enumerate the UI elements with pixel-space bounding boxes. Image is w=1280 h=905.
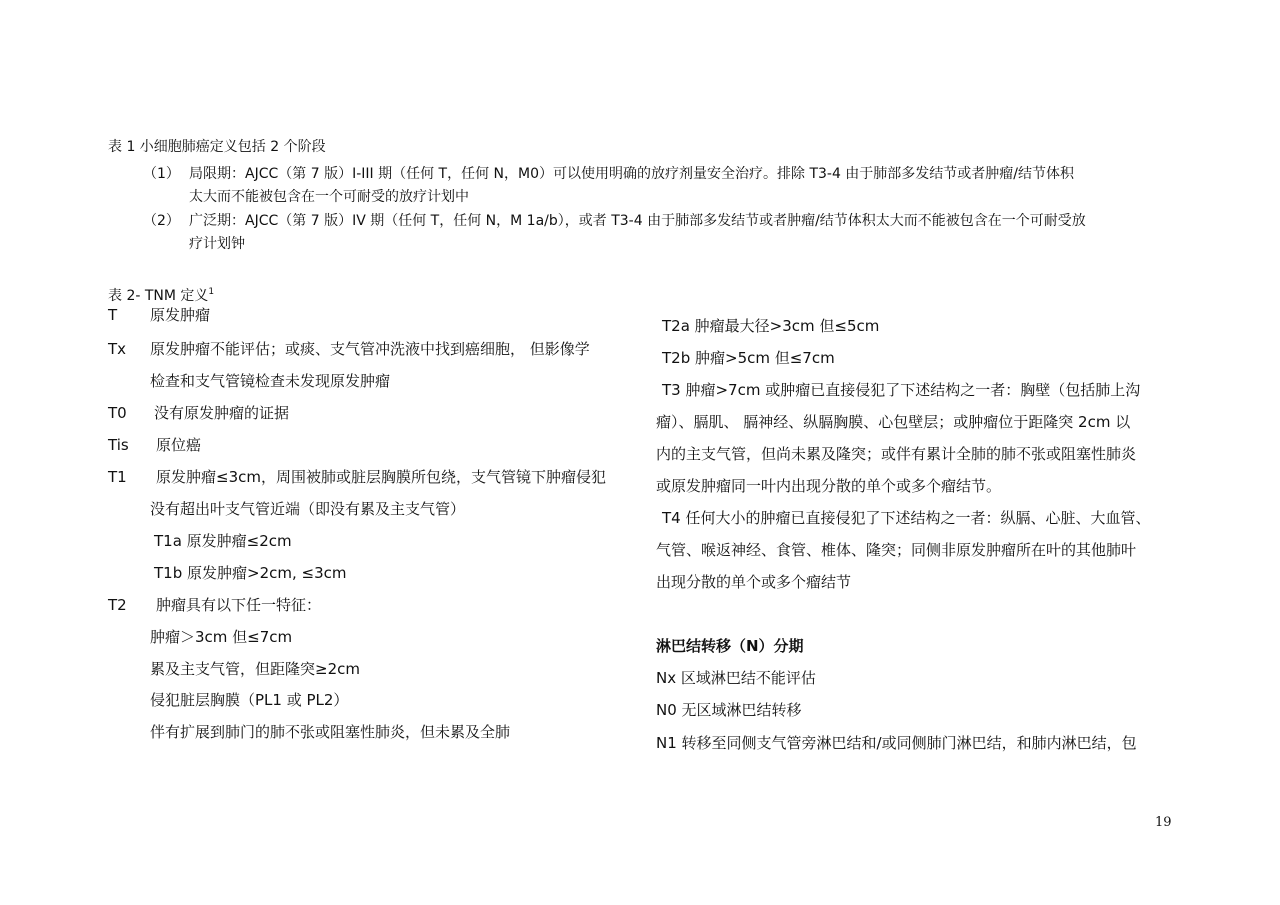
t1-line2: 没有超出叶支气管近端（即没有累及主支气管）: [150, 500, 466, 518]
tis-row: [108, 436, 201, 454]
t3-line4: 或原发肿瘤同一叶内出现分散的单个或多个瘤结节。: [656, 477, 1002, 495]
t2b-row: T2b 肿瘤>5cm 但≤7cm: [662, 349, 835, 367]
t2a-row: T2a 肿瘤最大径>3cm 但≤5cm: [662, 317, 880, 335]
t4-line1: T4 任何大小的肿瘤已直接侵犯了下述结构之一者：纵膈、心脏、大血管、: [662, 509, 1151, 527]
nx-row: Nx 区域淋巴结不能评估: [656, 669, 816, 687]
t2-row: [108, 596, 321, 614]
t0-key: T0: [108, 404, 127, 422]
table1-item2-num: （2）: [143, 213, 180, 229]
tx-line1: 原发肿瘤不能评估；或痰、支气管冲洗液中找到癌细胞， 但影像学: [150, 340, 590, 358]
t-text: 原发肿瘤: [150, 306, 211, 324]
table1-title: 表 1 小细胞肺癌定义包括 2 个阶段: [108, 139, 326, 155]
t1-row: [108, 468, 606, 486]
table1-item2-line1: 广泛期：AJCC（第 7 版）IV 期（任何 T，任何 N，M 1a/b），或者 T3-4 由于肺部多发结节或者肿瘤/结节体积太大而不能被包含在一个可耐受放: [189, 213, 1086, 229]
t4-line2: 气管、喉返神经、食管、椎体、隆突；同侧非原发肿瘤所在叶的其他肺叶: [656, 541, 1137, 559]
t0-text: 没有原发肿瘤的证据: [154, 404, 290, 422]
n-staging-heading: 淋巴结转移（N）分期: [656, 637, 804, 655]
t2-feature-4: 伴有扩展到肺门的肺不张或阻塞性肺炎，但未累及全肺: [150, 723, 511, 741]
table2-title-text: 表 2- TNM 定义: [108, 288, 209, 304]
tx-key: Tx: [108, 340, 127, 358]
t2-key: T2: [108, 596, 127, 614]
table1-item1-line2: 太大而不能被包含在一个可耐受的放疗计划中: [189, 189, 469, 205]
n0-row: N0 无区域淋巴结转移: [656, 701, 802, 719]
t1-line1: 原发肿瘤≤3cm，周围被肺或脏层胸膜所包绕，支气管镜下肿瘤侵犯: [156, 468, 606, 486]
t3-line2: 瘤）、膈肌、 膈神经、纵膈胸膜、心包壁层；或肿瘤位于距隆突 2cm 以: [656, 413, 1131, 431]
t1a-row: T1a 原发肿瘤≤2cm: [154, 532, 292, 550]
tis-key: Tis: [108, 436, 129, 454]
table2-footnote-ref: 1: [208, 287, 215, 297]
tx-line2: 检查和支气管镜检查未发现原发肿瘤: [150, 372, 391, 390]
t2-feature-3: 侵犯脏层胸膜（PL1 或 PL2）: [150, 691, 349, 709]
n1-row: N1 转移至同侧支气管旁淋巴结和/或同侧肺门淋巴结，和肺内淋巴结，包: [656, 734, 1137, 752]
table1-item1-line1: 局限期：AJCC（第 7 版）I-III 期（任何 T，任何 N，M0）可以使用明确的放疗剂量安全治疗。排除 T3-4 由于肺部多发结节或者肿瘤/结节体积: [189, 166, 1075, 182]
t4-line3: 出现分散的单个或多个瘤结节: [656, 573, 852, 591]
t-row: [108, 306, 210, 324]
t2-text: 肿瘤具有以下任一特征：: [156, 596, 322, 614]
page-number: 19: [1155, 815, 1172, 830]
t1b-row: T1b 原发肿瘤>2cm, ≤3cm: [154, 564, 347, 582]
tx-row: [108, 340, 590, 358]
table1-item2-line2: 疗计划钟: [189, 236, 245, 252]
t0-row: [108, 404, 289, 422]
tis-text: 原位癌: [156, 436, 202, 454]
t2-feature-2: 累及主支气管，但距隆突≥2cm: [150, 660, 360, 678]
table2-title: [108, 283, 214, 305]
t3-line1: T3 肿瘤>7cm 或肿瘤已直接侵犯了下述结构之一者：胸壁（包括肺上沟: [662, 381, 1141, 399]
t1-key: T1: [108, 468, 127, 486]
t-key: T: [108, 306, 118, 324]
table1-item1-num: （1）: [143, 166, 180, 182]
t2-feature-1: 肿瘤＞3cm 但≤7cm: [150, 628, 293, 646]
t3-line3: 内的主支气管，但尚未累及隆突；或伴有累计全肺的肺不张或阻塞性肺炎: [656, 445, 1137, 463]
